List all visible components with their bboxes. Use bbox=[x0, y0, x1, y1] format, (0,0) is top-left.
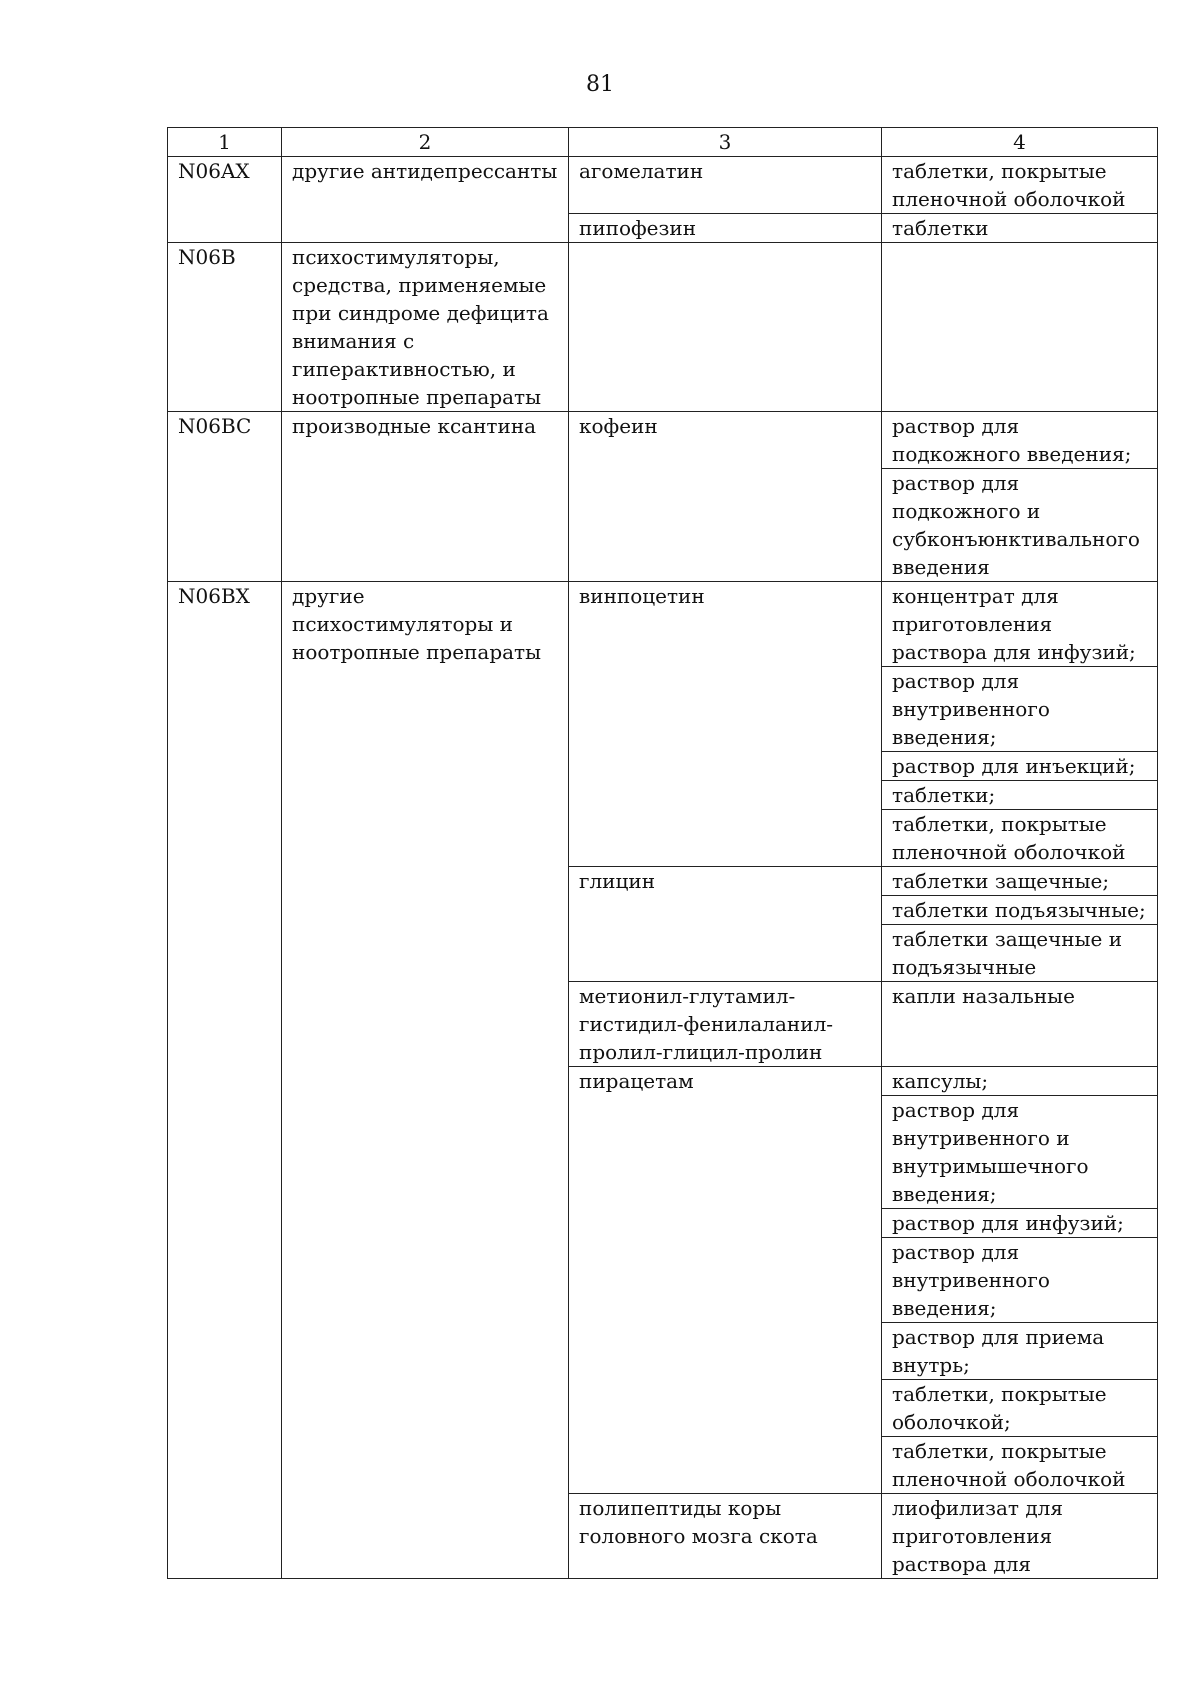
header-col-1: 1 bbox=[168, 128, 282, 157]
dosage-form: таблетки защечные и подъязычные bbox=[882, 925, 1158, 982]
dosage-form: лиофилизат для приготовления раствора для bbox=[882, 1494, 1158, 1579]
drug-name: винпоцетин bbox=[569, 582, 882, 867]
dosage-form: капсулы; bbox=[882, 1067, 1158, 1096]
drug-table-container bbox=[167, 127, 1153, 1579]
atc-code: N06AX bbox=[168, 157, 282, 243]
dosage-form: раствор для внутривенного введения; bbox=[882, 1238, 1158, 1323]
dosage-form: раствор для подкожного введения; bbox=[882, 412, 1158, 469]
dosage-form: раствор для внутривенного введения; bbox=[882, 667, 1158, 752]
drug-name: глицин bbox=[569, 867, 882, 982]
atc-code: N06B bbox=[168, 243, 282, 412]
drug-name-empty bbox=[569, 243, 882, 412]
table-header-row bbox=[168, 128, 1158, 157]
drug-name: пирацетам bbox=[569, 1067, 882, 1494]
header-col-3: 3 bbox=[569, 128, 882, 157]
drug-name: метионил-глутамил-гистидил-фенилаланил-пролил-глицил-пролин bbox=[569, 982, 882, 1067]
drug-name: полипептиды коры головного мозга скота bbox=[569, 1494, 882, 1579]
group-name: другие психостимуляторы и ноотропные препараты bbox=[282, 582, 569, 1579]
dosage-form: таблетки, покрытые пленочной оболочкой bbox=[882, 157, 1158, 214]
header-col-2: 2 bbox=[282, 128, 569, 157]
dosage-form: капли назальные bbox=[882, 982, 1158, 1067]
dosage-form: раствор для внутривенного и внутримышечного введения; bbox=[882, 1096, 1158, 1209]
dosage-form: таблетки bbox=[882, 214, 1158, 243]
header-col-4: 4 bbox=[882, 128, 1158, 157]
drug-name: кофеин bbox=[569, 412, 882, 582]
dosage-form: концентрат для приготовления раствора для инфузий; bbox=[882, 582, 1158, 667]
dosage-form: таблетки подъязычные; bbox=[882, 896, 1158, 925]
group-name: психостимуляторы, средства, применяемые при синдроме дефицита внимания с гиперактивностью, и ноотропные препараты bbox=[282, 243, 569, 412]
drug-table bbox=[167, 127, 1158, 1579]
table-row bbox=[168, 243, 1158, 412]
page-number: 81 bbox=[586, 72, 614, 97]
drug-name: агомелатин bbox=[569, 157, 882, 214]
group-name: производные ксантина bbox=[282, 412, 569, 582]
dosage-form: таблетки, покрытые оболочкой; bbox=[882, 1380, 1158, 1437]
table-row bbox=[168, 157, 1158, 214]
group-name: другие антидепрессанты bbox=[282, 157, 569, 243]
dosage-form: таблетки; bbox=[882, 781, 1158, 810]
table-row bbox=[168, 412, 1158, 469]
dosage-form: раствор для приема внутрь; bbox=[882, 1323, 1158, 1380]
dosage-form: таблетки, покрытые пленочной оболочкой bbox=[882, 1437, 1158, 1494]
dosage-form: раствор для инфузий; bbox=[882, 1209, 1158, 1238]
dosage-form: раствор для подкожного и субконъюнктивального введения bbox=[882, 469, 1158, 582]
drug-name: пипофезин bbox=[569, 214, 882, 243]
dosage-form: таблетки защечные; bbox=[882, 867, 1158, 896]
dosage-form: раствор для инъекций; bbox=[882, 752, 1158, 781]
atc-code: N06BX bbox=[168, 582, 282, 1579]
dosage-form-empty bbox=[882, 243, 1158, 412]
atc-code: N06BC bbox=[168, 412, 282, 582]
dosage-form: таблетки, покрытые пленочной оболочкой bbox=[882, 810, 1158, 867]
table-row bbox=[168, 582, 1158, 667]
